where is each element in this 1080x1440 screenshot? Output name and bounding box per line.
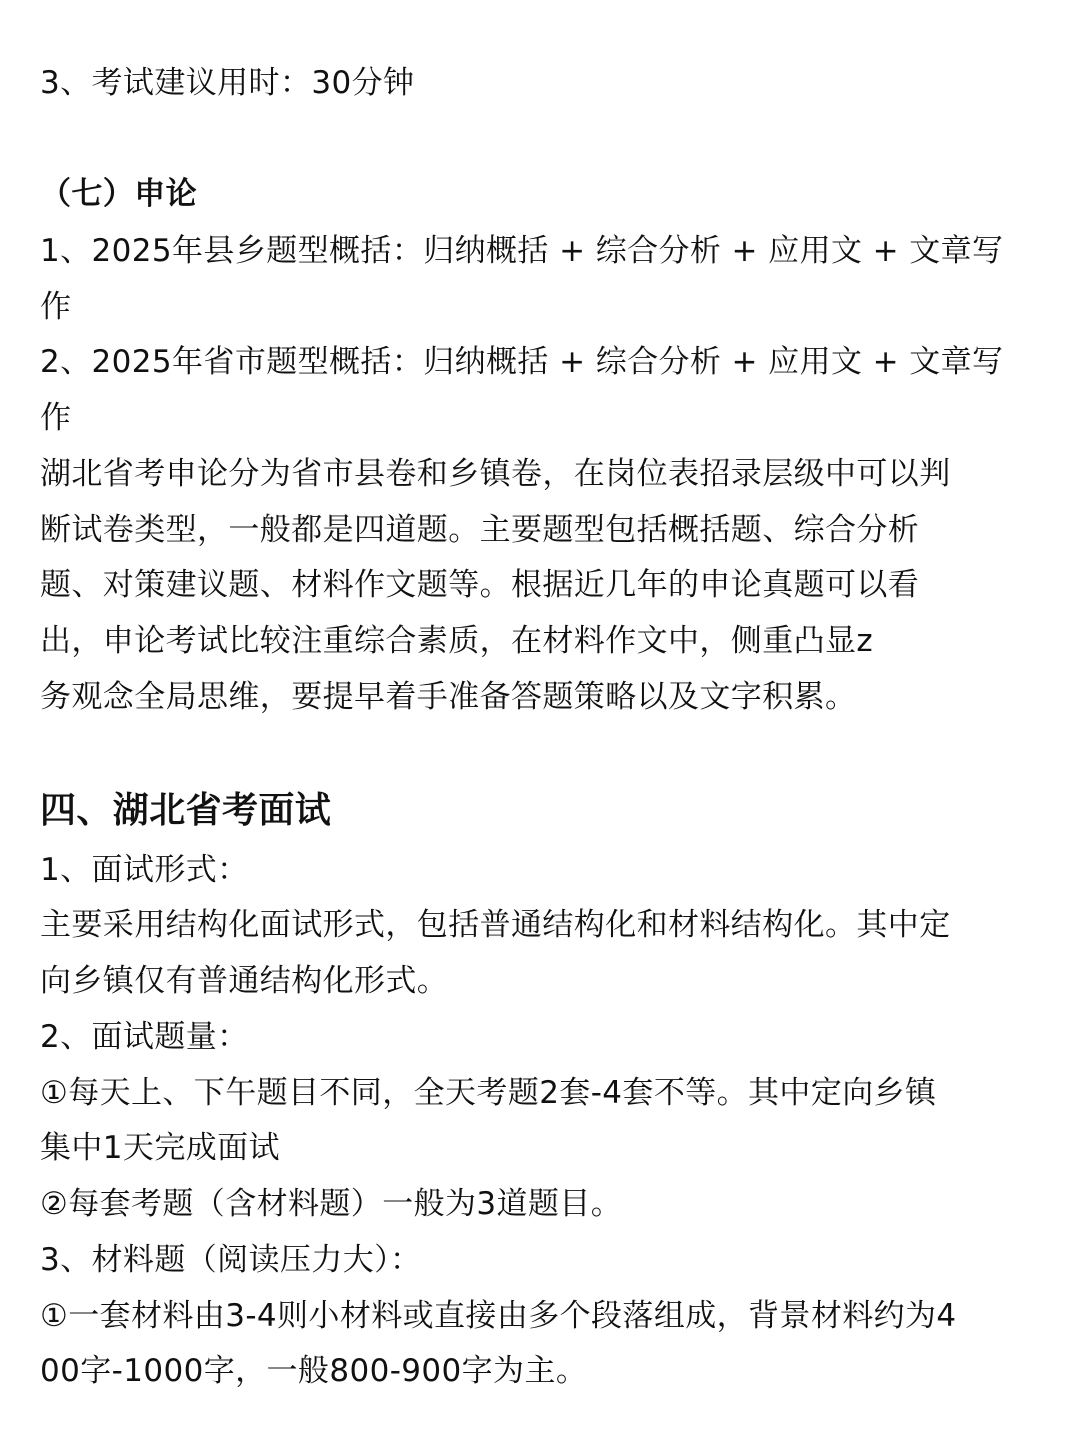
interview-count-label: 2、面试题量： — [40, 1019, 249, 1055]
material-question-label: 3、材料题（阅读压力大）： — [40, 1242, 422, 1278]
interview-count-item-2: ②每套考题（含材料题）一般为3道题目。 — [40, 1186, 623, 1222]
exam-time-line: 3、考试建议用时：30分钟 — [40, 65, 415, 101]
section-interview-heading: 四、湖北省考面试 — [40, 790, 332, 831]
material-question-item-1-line-1: ①一套材料由3-4则小材料或直接由多个段落组成，背景材料约为4 — [40, 1298, 957, 1334]
material-question-item-1-line-2: 00字-1000字，一般800-900字为主。 — [40, 1353, 588, 1389]
interview-count-item-1-line-1: ①每天上、下午题目不同，全天考题2套-4套不等。其中定向乡镇 — [40, 1075, 937, 1111]
province-question-types-wrap: 作 — [40, 400, 72, 436]
shenlun-paragraph-line-2: 断试卷类型，一般都是四道题。主要题型包括概括题、综合分析 — [40, 512, 920, 548]
interview-count-item-1-line-2: 集中1天完成面试 — [40, 1130, 280, 1166]
interview-format-line-1: 主要采用结构化面试形式，包括普通结构化和材料结构化。其中定 — [40, 907, 951, 943]
province-question-types-line: 2、2025年省市题型概括：归纳概括 + 综合分析 + 应用文 + 文章写 — [40, 344, 1004, 380]
interview-format-line-2: 向乡镇仅有普通结构化形式。 — [40, 963, 449, 999]
county-question-types-line: 1、2025年县乡题型概括：归纳概括 + 综合分析 + 应用文 + 文章写 — [40, 233, 1004, 269]
shenlun-paragraph-line-4: 出，申论考试比较注重综合素质，在材料作文中，侧重凸显z — [40, 623, 874, 659]
interview-format-label: 1、面试形式： — [40, 852, 249, 888]
county-question-types-wrap: 作 — [40, 289, 72, 325]
shenlun-paragraph-line-1: 湖北省考申论分为省市县卷和乡镇卷，在岗位表招录层级中可以判 — [40, 456, 951, 492]
section-shenlun-heading: （七）申论 — [40, 176, 197, 212]
shenlun-paragraph-line-3: 题、对策建议题、材料作文题等。根据近几年的申论真题可以看 — [40, 567, 920, 603]
shenlun-paragraph-line-5: 务观念全局思维，要提早着手准备答题策略以及文字积累。 — [40, 679, 857, 715]
